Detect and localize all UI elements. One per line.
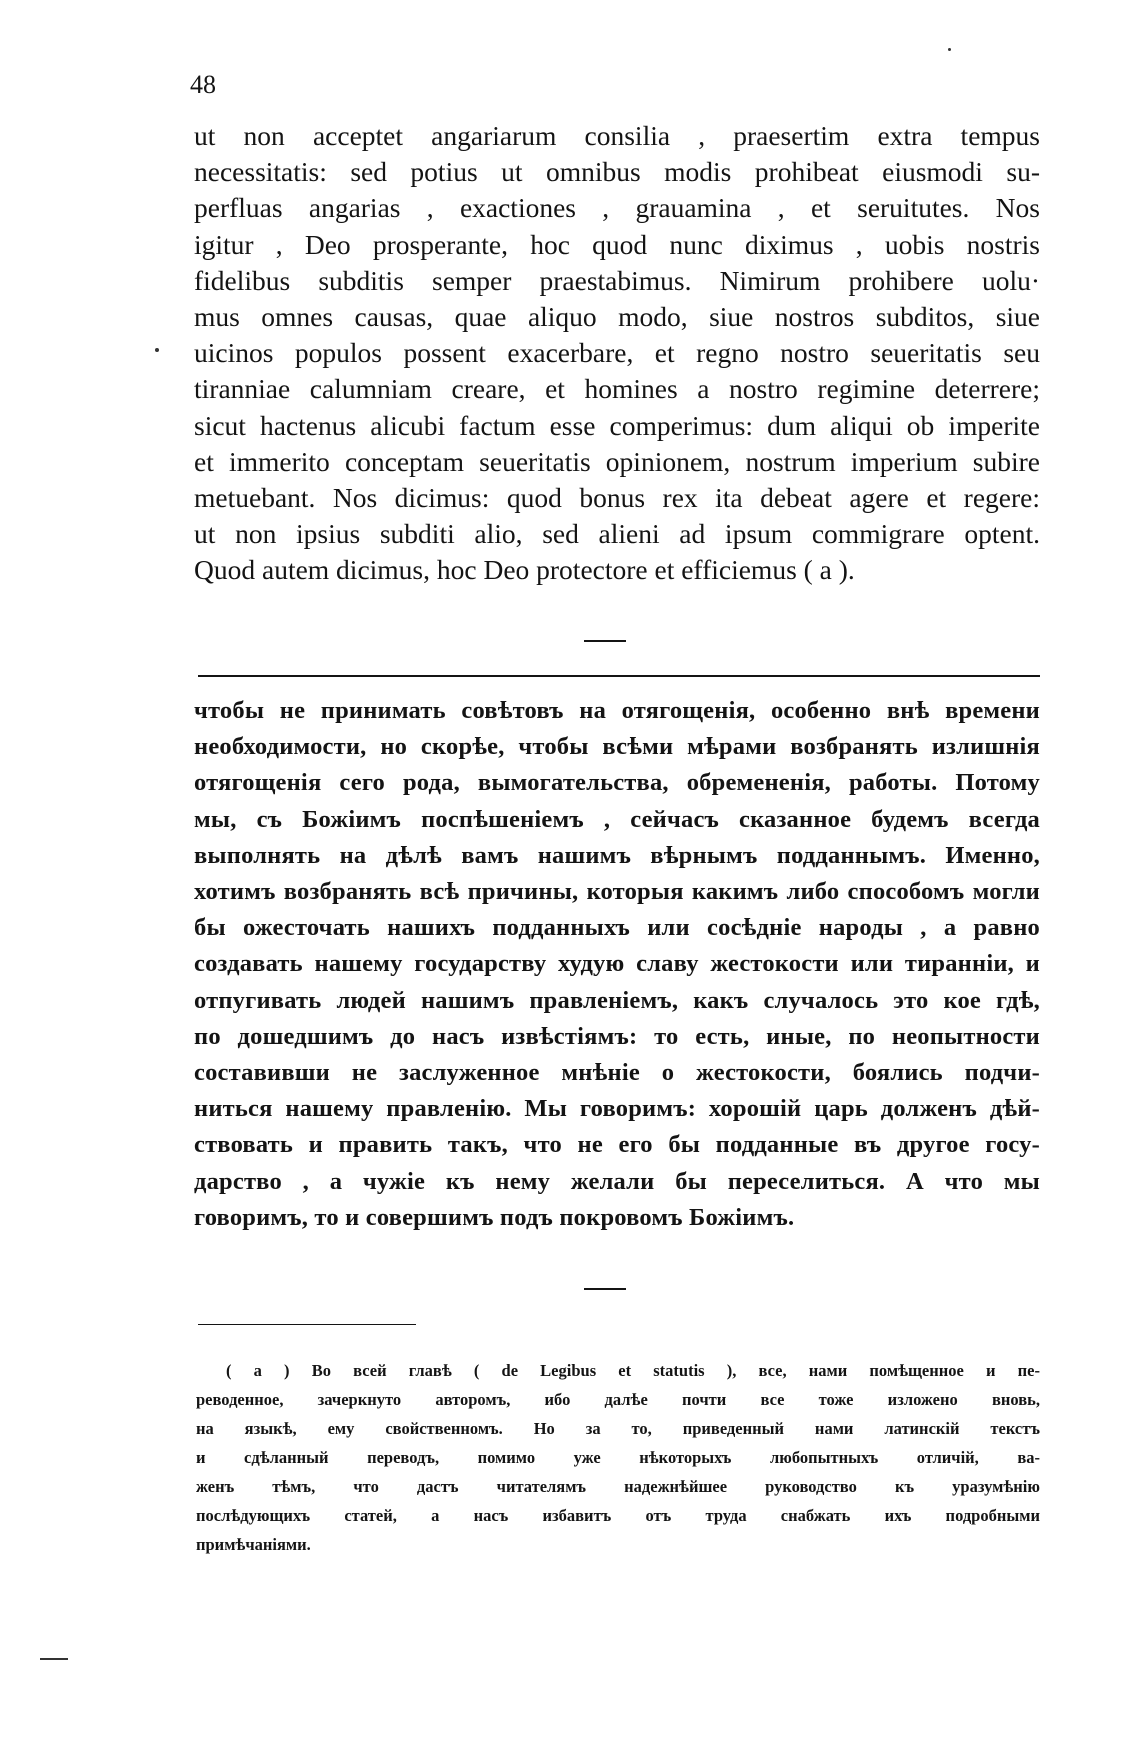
- footnote-separator: [198, 1324, 416, 1325]
- latin-line: ut non acceptet angariarum consilia , praesertim extra tempus: [194, 120, 1040, 151]
- section-end-rule: [584, 1288, 626, 1290]
- footnote-line: послѣдующихъ статей, а насъ избавитъ отъ труда снабжать ихъ подробными: [196, 1506, 1040, 1525]
- latin-line: mus omnes causas, quae aliquo modo, siue nostros subditos, siue: [194, 301, 1040, 333]
- scan-speck: [40, 1658, 68, 1660]
- footnote-line: на языкѣ, ему свойственномъ. Но за то, приведенный нами латинскій текстъ: [196, 1419, 1040, 1438]
- russian-line: выполнять на дѣлѣ вамъ нашимъ вѣрнымъ подданнымъ. Именно,: [194, 841, 1040, 869]
- latin-line: perfluas angarias , exactiones , grauamina , et seruitutes. Nos: [194, 192, 1040, 224]
- footnote-block: [196, 1356, 1040, 1559]
- latin-line: ut non ipsius subditi alio, sed alieni ad ipsum commigrare optent.: [194, 518, 1040, 550]
- latin-text-block: [194, 118, 1040, 589]
- russian-line: хотимъ возбранять всѣ причины, которыя какимъ либо способомъ могли: [194, 878, 1040, 906]
- latin-line: necessitatis: sed potius ut omnibus modis prohibeat eiusmodi su-: [194, 156, 1040, 188]
- latin-line: fidelibus subditis semper praestabimus. Nimirum prohibere uolu·: [194, 264, 1040, 296]
- russian-line: отягощенія сего рода, вымогательства, обремененія, работы. Потому: [194, 769, 1040, 797]
- latin-line: Quod autem dicimus, hoc Deo protectore et efficiemus ( a ).: [194, 554, 855, 586]
- russian-line: мы, съ Божіимъ поспѣшеніемъ , сейчасъ сказанное будемъ всегда: [194, 805, 1040, 833]
- russian-line: создавать нашему государству худую славу жестокости или тиранніи, и: [194, 950, 1040, 978]
- latin-line: tiranniae calumniam creare, et homines a nostro regimine deterrere;: [194, 373, 1040, 405]
- footnote-line: женъ тѣмъ, что дастъ читателямъ надежнѣйшее руководство къ уразумѣнію: [196, 1477, 1040, 1496]
- section-divider: [198, 675, 1040, 677]
- scan-speck: [948, 48, 951, 51]
- russian-line: по дошедшимъ до насъ извѣстіямъ: то есть, иные, по неопытности: [194, 1022, 1040, 1050]
- russian-line: ниться нашему правленію. Мы говоримъ: хорошій царь долженъ дѣй-: [194, 1095, 1040, 1123]
- footnote-line: примѣчаніями.: [196, 1535, 311, 1554]
- footnote-line: ( а ) Во всей главѣ ( de Legibus et statutis ), все, нами помѣщенное и пе-: [226, 1361, 1040, 1380]
- russian-line: говоримъ, то и совершимъ подъ покровомъ Божіимъ.: [194, 1203, 795, 1231]
- scan-speck: [155, 348, 159, 352]
- footnote-line: и сдѣланный переводъ, помимо уже нѣкоторыхъ любопытныхъ отличій, ва-: [196, 1448, 1040, 1467]
- russian-line: чтобы не принимать совѣтовъ на отягощенія, особенно внѣ времени: [194, 697, 1040, 724]
- latin-line: igitur , Deo prosperante, hoc quod nunc diximus , uobis nostris: [194, 228, 1040, 260]
- russian-line: составивши не заслуженное мнѣніе о жестокости, боялись подчи-: [194, 1059, 1040, 1087]
- section-end-rule: [584, 640, 626, 642]
- latin-line: et immerito conceptam seueritatis opinionem, nostrum imperium subire: [194, 445, 1040, 477]
- page-number: 48: [190, 70, 216, 99]
- russian-line: бы ожесточать нашихъ подданныхъ или сосѣдніе народы , а равно: [194, 914, 1040, 942]
- latin-line: sicut hactenus alicubi factum esse comperimus: dum aliqui ob imperite: [194, 409, 1040, 441]
- latin-line: metuebant. Nos dicimus: quod bonus rex ita debeat agere et regere:: [194, 482, 1040, 514]
- russian-line: ствовать и править такъ, что не его бы подданные въ другое госу-: [194, 1131, 1040, 1159]
- footnote-line: реводенное, зачеркнуто авторомъ, ибо далѣе почти все тоже изложено вновь,: [196, 1390, 1040, 1409]
- russian-line: отпугивать людей нашимъ правленіемъ, какъ случалось это кое гдѣ,: [194, 986, 1040, 1014]
- latin-line: uicinos populos possent exacerbare, et regno nostro seueritatis seu: [194, 337, 1040, 369]
- russian-text-block: [194, 693, 1040, 1236]
- russian-line: необходимости, но скорѣе, чтобы всѣми мѣрами возбранять излишнія: [194, 733, 1040, 761]
- russian-line: дарство , а чужіе къ нему желали бы переселиться. А что мы: [194, 1167, 1040, 1195]
